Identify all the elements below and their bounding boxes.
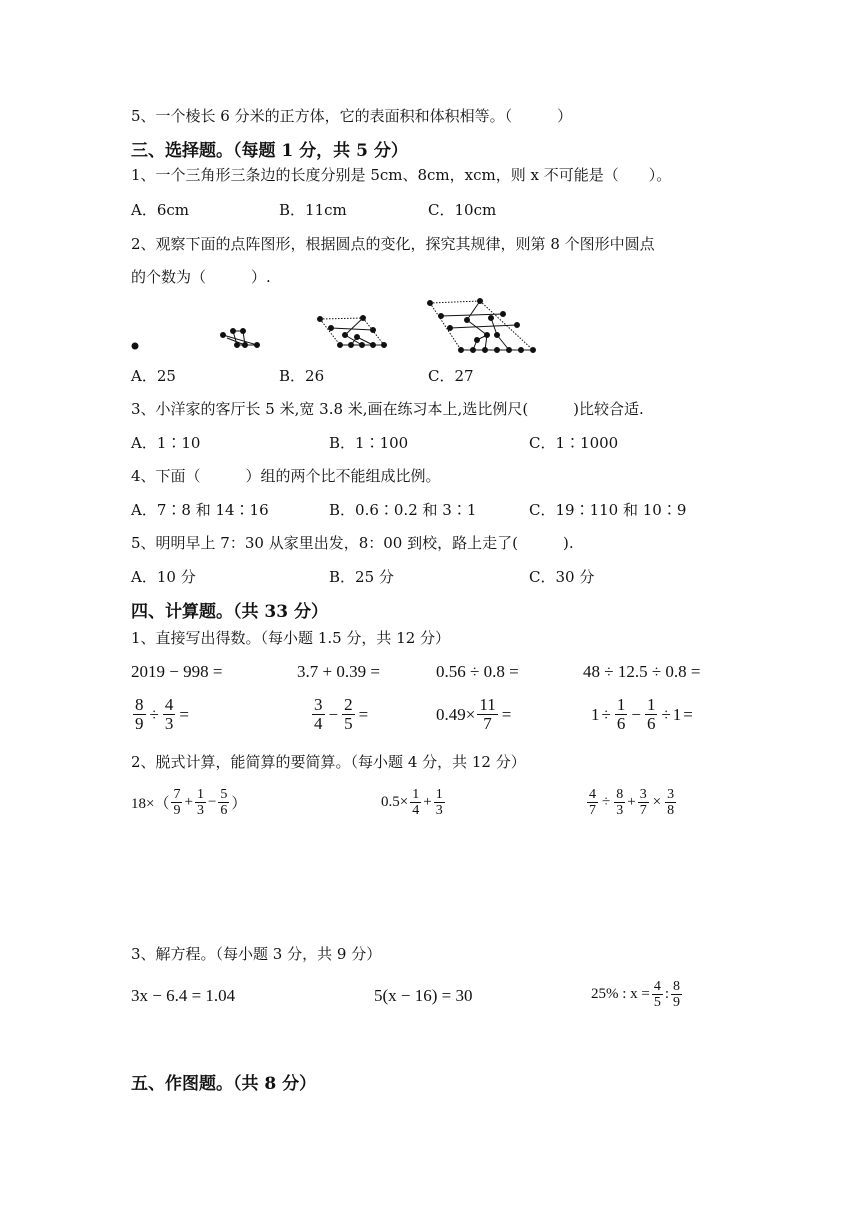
direct-calc-4: 48 ÷ 12.5 ÷ 0.8 =: [583, 662, 701, 681]
direct-calc-3: 0.56 ÷ 0.8 =: [436, 662, 519, 681]
choice-q4: 4、下面（ ）组的两个比不能组成比例。: [131, 467, 441, 485]
dot: [132, 343, 138, 349]
choice-q4-a: A．7∶8 和 14∶16: [131, 501, 269, 519]
direct-calc-8: 1 ÷ $\frac{1}{6}$ − $\frac{1}{6}$ ÷ 1 =: [591, 695, 693, 733]
choice-q4-c: C．19∶110 和 10∶9: [529, 501, 687, 519]
choice-q3-a: A．1∶10: [131, 434, 201, 452]
choice-q5-a: A．10 分: [131, 568, 196, 586]
choice-q2-c: C．27: [428, 367, 474, 385]
step-calc-2: 0.5× $\frac{1}{4}$ + $\frac{1}{3}$: [381, 787, 443, 818]
figure-4: [428, 299, 536, 353]
choice-q5: 5、明明早上 7：30 从家里出发，8：00 到校，路上走了( ).: [131, 534, 574, 552]
equation-1: 3x − 6.4 = 1.04: [131, 986, 236, 1005]
calc-part-2: 2、脱式计算，能简算的要简算。（每小题 4 分，共 12 分）: [131, 753, 526, 771]
choice-q2-b: B．26: [279, 367, 325, 385]
choice-q1-a: A．6cm: [131, 201, 190, 219]
choice-q1-c: C．10cm: [428, 201, 497, 219]
step-calc-1: 18×（ 7 9 + $\frac{1}{3}$ − $\frac{5}{6}$ ）: [131, 787, 247, 818]
choice-q2: 2、观察下面的点阵图形，根据圆点的变化，探究其规律，则第 8 个图形中圆点: [131, 235, 655, 253]
section-5-heading: 五、作图题。（共 8 分）: [131, 1074, 317, 1094]
dot-pattern-figures: [125, 290, 545, 360]
choice-q2-a: A．25: [131, 367, 176, 385]
figure-2: [221, 329, 260, 348]
equation-3: 25% : x = $\frac{4}{5}$ : 8 9: [591, 979, 681, 1010]
figure-3: [318, 316, 387, 348]
choice-q2-cont: 的个数为（ ）.: [131, 268, 271, 286]
section-4-heading: 四、计算题。（共 33 分）: [131, 602, 328, 622]
direct-calc-5: $\frac{8}{9}$ ÷ $\frac{4}{3}$ =: [135, 695, 189, 733]
choice-q3: 3、小洋家的客厅长 5 米,宽 3.8 米,画在练习本上,选比例尺( )比较合适.: [131, 400, 644, 418]
choice-q3-c: C．1∶1000: [529, 434, 619, 452]
direct-calc-2: 3.7 + 0.39 =: [297, 662, 380, 681]
direct-calc-7: 0.49× $\frac{11}{7}$ =: [436, 695, 512, 733]
calc-part-1: 1、直接写出得数。（每小题 1.5 分，共 12 分）: [131, 629, 451, 647]
choice-q1-b: B．11cm: [279, 201, 347, 219]
equation-2: 5(x − 16) = 30: [374, 986, 473, 1005]
choice-q5-c: C．30 分: [529, 568, 595, 586]
judge-item-5: 5、一个棱长 6 分米的正方体，它的表面积和体积相等。（ ）: [131, 107, 573, 125]
choice-q5-b: B．25 分: [329, 568, 394, 586]
choice-q1: 1、一个三角形三条边的长度分别是 5cm、8cm，xcm，则 x 不可能是（ ）。: [131, 166, 672, 184]
section-3-heading: 三、选择题。（每题 1 分，共 5 分）: [131, 141, 408, 161]
choice-q3-b: B．1∶100: [329, 434, 409, 452]
direct-calc-6: 3 4 − $\frac{2}{5}$ =: [314, 695, 369, 733]
calc-part-3: 3、解方程。（每小题 3 分，共 9 分）: [131, 945, 382, 963]
direct-calc-1: 2019 − 998 =: [131, 662, 223, 681]
choice-q4-b: B．0.6∶0.2 和 3∶1: [329, 501, 477, 519]
step-calc-3: $\frac{4}{7}$ ÷ $\frac{8}{3}$ + $\frac{3}{7}$ × $\frac{3}{8}$: [589, 787, 675, 818]
